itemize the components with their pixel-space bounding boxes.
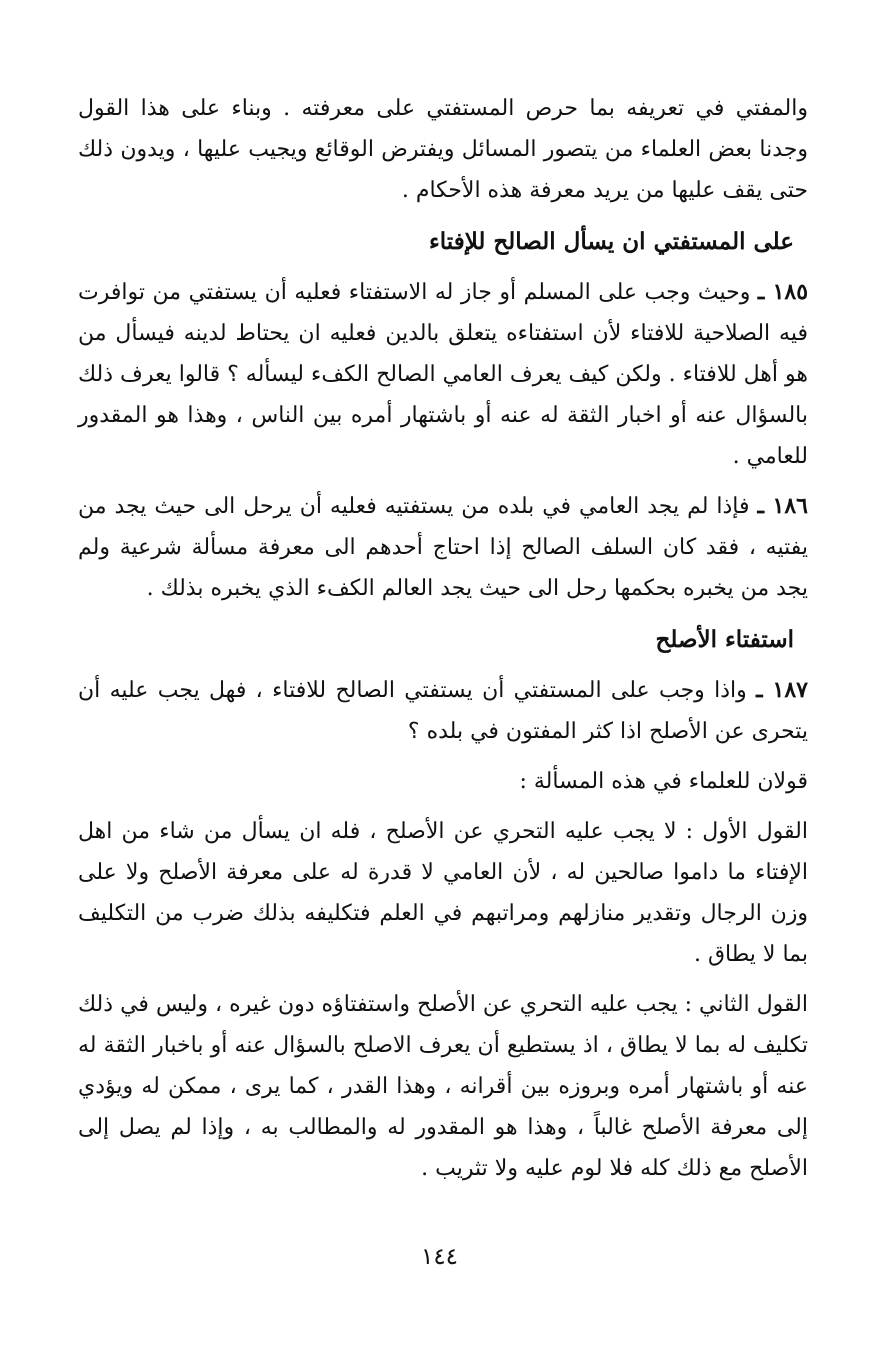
page-body [78, 88, 808, 1198]
paragraph-continuation: والمفتي في تعريفه بما حرص المستفتي على معرفته . وبناء على هذا القول وجدنا بعض العلماء من يتصور المسائل ويفترض الوقائع ويجيب عليها ، ويدون ذلك حتى يقف عليها من يريد معرفة هذه الأحكام . [78, 96, 808, 203]
paragraph-185 [78, 272, 808, 477]
page-number: ١٤٤ [420, 1244, 459, 1270]
paragraph-text: واذا وجب على المستفتي أن يستفتي الصالح للافتاء ، فهل يجب عليه أن يتحرى عن الأصلح اذا كثر المفتون في بلده ؟ [78, 678, 808, 744]
paragraph-text: فإذا لم يجد العامي في بلده من يستفتيه فعليه أن يرحل الى حيث يجد من يفتيه ، فقد كان السلف الصالح إذا احتاج أحدهم الى معرفة مسألة شرعية ولم يجد من يخبره بحكمها رحل الى حيث يجد العالم الكفء الذي يخبره بذلك . [78, 494, 808, 601]
paragraph-first-opinion: القول الأول : لا يجب عليه التحري عن الأصلح ، فله ان يسأل من شاء من اهل الإفتاء ما داموا صالحين له ، لأن العامي لا قدرة له على معرفة الأصلح ولا على وزن الرجال وتقدير منازلهم ومراتبهم في العلم فتكليفه بذلك ضرب من التكليف بما لا يطاق . [78, 819, 808, 967]
section-heading-most-qualified: استفتاء الأصلح [655, 626, 794, 653]
paragraph-number: ١٨٥ ـ [757, 279, 809, 305]
paragraph-187 [78, 670, 808, 752]
paragraph-second-opinion: القول الثاني : يجب عليه التحري عن الأصلح واستفتاؤه دون غيره ، وليس في ذلك تكليف له بما لا يطاق ، اذ يستطيع أن يعرف الاصلح بالسؤال عنه أو باخبار الثقة له عنه أو باشتهار أمره وبروزه بين أقرانه ، وهذا القدر ، كما يرى ، ممكن له ويؤدي إلى معرفة الأصلح غالباً ، وهذا هو المقدور له والمطالب به ، وإذا لم يصل إلى الأصلح مع ذلك كله فلا لوم عليه ولا تثريب . [78, 992, 808, 1181]
paragraph-number: ١٨٧ ـ [756, 677, 808, 703]
paragraph-number: ١٨٦ ـ [757, 493, 808, 519]
paragraph-text: وحيث وجب على المسلم أو جاز له الاستفتاء فعليه أن يستفتي من توافرت فيه الصلاحية للافتاء لأن استفتاءه يتعلق بالدين فعليه ان يحتاط لدينه فيسأل من هو أهل للافتاء . ولكن كيف يعرف العامي الصالح الكفء ليسأله ؟ قالوا يعرف ذلك بالسؤال عنه أو اخبار الثقة له عنه أو باشتهار أمره بين الناس ، وهذا هو المقدور للعامي . [78, 280, 808, 469]
paragraph-186 [78, 486, 808, 609]
section-heading-ask-qualified: على المستفتي ان يسأل الصالح للإفتاء [428, 228, 794, 255]
paragraph-two-opinions: قولان للعلماء في هذه المسألة : [519, 769, 808, 794]
